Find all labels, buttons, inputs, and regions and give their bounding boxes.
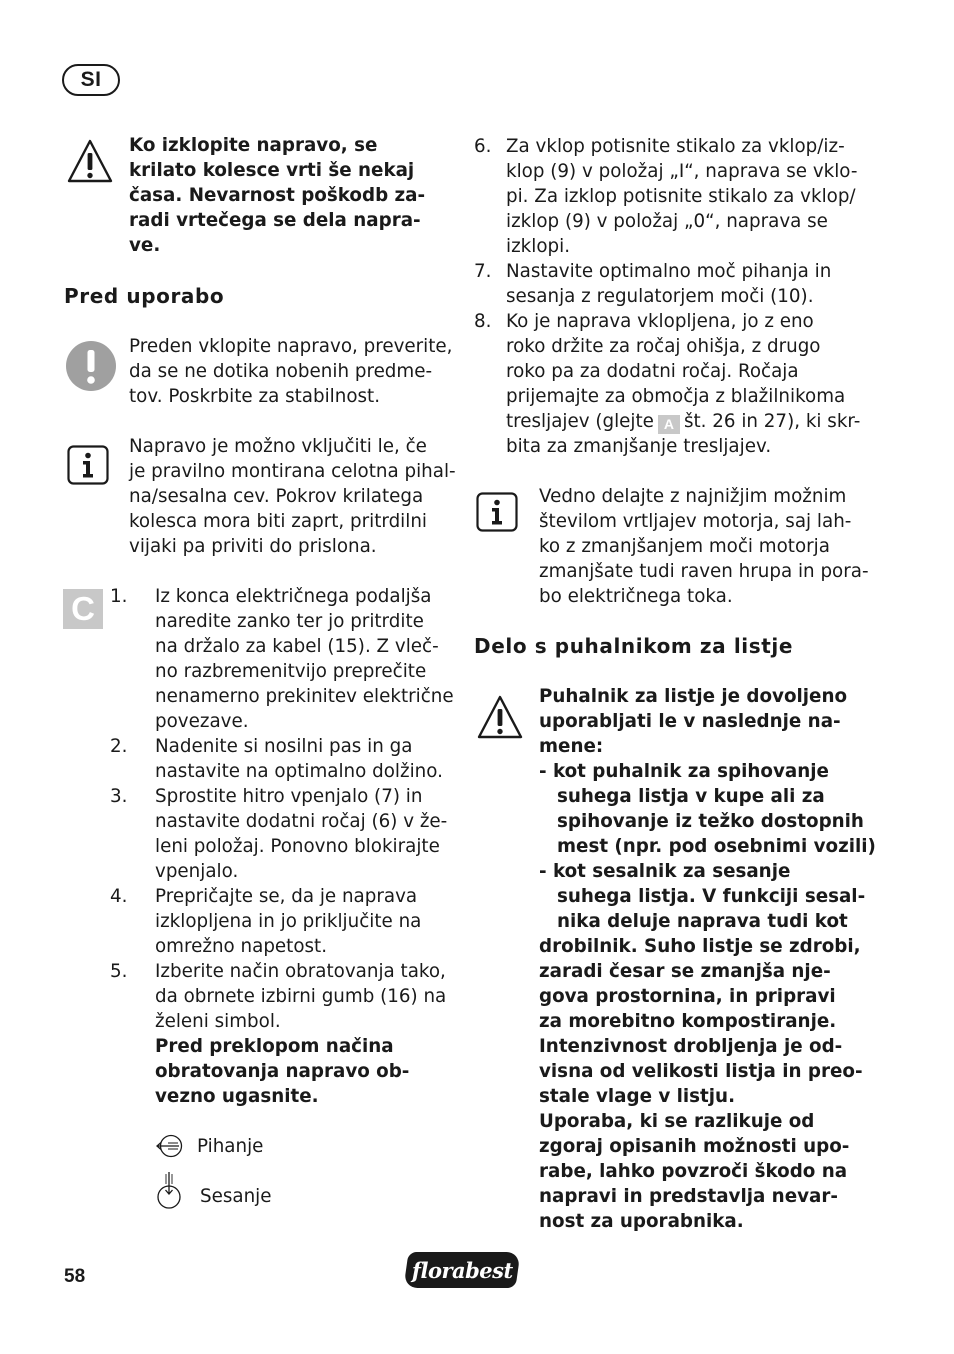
caution-text-stability: Preden vklopite napravo, preverite, da se ne dotika nobenih predme- tov. Poskrbite za stabilnost. (129, 336, 453, 407)
vacuum-mode-icon (156, 1170, 184, 1210)
list-item: 6. Za vklop potisnite stikalo za vklop/iz- klop (9) v položaj „I“, naprava se vklo- pi. Za izklop potisnite stikalo za vklop/ izklop (9) v položaj „0“, naprava se izklopi. (474, 136, 858, 257)
info-icon (67, 445, 109, 485)
mode-label-blow: Pihanje (197, 1136, 264, 1157)
instruction-list-right (474, 134, 884, 459)
info-icon (476, 492, 518, 532)
list-item: 2. Nadenite si nosilni pas in ga nastavite na optimalno dolžino. (110, 736, 443, 782)
language-badge: SI (62, 64, 120, 96)
info-text-motor-speed: Vedno delajte z najnižjim možnim številom vrtljajev motorja, saj lah- ko z zmanjšanjem moči motorja zmanjšate tudi raven hrupa in pora- bo električnega toka. (539, 486, 869, 607)
list-item: 5. Izberite način obratovanja tako, da obrnete izbirni gumb (16) na želeni simbol. Pred preklopom načina obratovanja napravo ob- vezno ugasnite. (110, 959, 455, 1109)
instruction-list-left (110, 584, 455, 1109)
mode-label-vacuum: Sesanje (200, 1186, 272, 1207)
brand-logo: florabest (403, 1252, 520, 1288)
blow-mode-icon (154, 1134, 186, 1158)
warning-icon (476, 694, 524, 740)
list-item: 8. Ko je naprava vklopljena, jo z eno roko držite za ročaj ohišja, z drugo roko pa za dodatni ročaj. Ročaja prijemajte za območja z blažilnikoma tresljajev (glejte A št. 26 in 27), ki skr- bita za zmanjšanje tresljajev. (474, 311, 861, 457)
mode-switch-warning: Pred preklopom načina (155, 1036, 394, 1057)
list-item: 3. Sprostite hitro vpenjalo (7) in nastavite dodatni ročaj (6) v že- leni položaj. Ponovno blokirajte vpenjalo. (110, 786, 448, 882)
warning-icon (66, 138, 114, 184)
exclamation-circle-icon (65, 340, 117, 392)
page-number: 58 (64, 1266, 86, 1287)
figure-reference-c: C (63, 589, 103, 629)
section-heading-leaf-blower: Delo s puhalnikom za listje (474, 634, 794, 658)
warning-text-intended-use: Puhalnik za listje je dovoljeno uporabljati le v naslednje na- mene: - kot puhalnik za spihovanje suhega listja v kupe ali za spihovanje iz težko dostopnih mest (npr. pod osebnimi vozili) - kot sesalnik za sesanje suhega listja. V funkciji sesal- nika deluje naprava tudi kot drobilnik. Suho listje se zdrobi, zaradi česar se zmanjša nje- gova prostornina, in pripravi za morebitno kompostiranje. Intenzivnost drobljenja je od- visna od velikosti listja in preo- stale vlage v listju. Uporaba, ki se razlikuje od zgoraj opisanih možnosti upo- rabe, lahko povzroči škodo na napravi in predstavlja nevar- nost za uporabnika. (539, 686, 876, 1232)
warning-text-rotor: Ko izklopite napravo, se krilato kolesce vrti še nekaj časa. Nevarnost poškodb za- radi vrtečega se dela napra- ve. (129, 135, 426, 256)
list-item: 4. Prepričajte se, da je naprava izklopljena in jo priključite na omrežno napetost. (110, 886, 422, 957)
list-item: 7. Nastavite optimalno moč pihanja in sesanja z regulatorjem moči (10). (474, 261, 832, 307)
info-text-tube: Napravo je možno vključiti le, če je pravilno montirana celotna pihal- na/sesalna cev. Pokrov krilatega kolesca mora biti zaprt, pritrdilni vijaki pa priviti do prislona. (129, 436, 456, 557)
figure-reference-a: A (658, 415, 680, 434)
section-heading-before-use: Pred uporabo (64, 284, 225, 308)
list-item: 1. Iz konca električnega podaljša naredite zanko ter jo pritrdite na držalo za kabel (15). Z vleč- no razbremenitvijo preprečite nenamerno prekinitev električne povezave. (110, 586, 454, 732)
